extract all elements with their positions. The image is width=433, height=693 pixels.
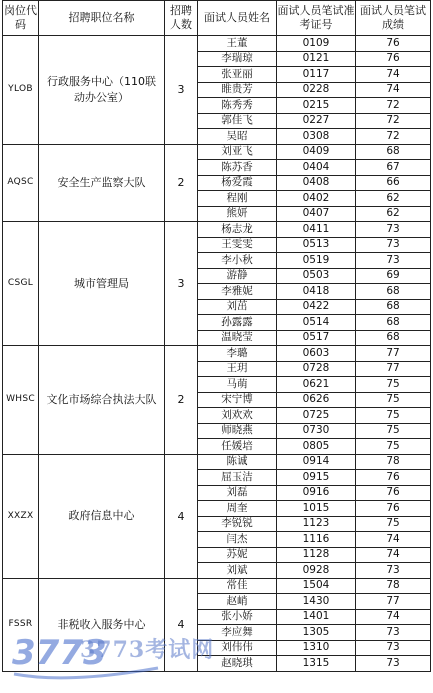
exam-score: 76 [356,36,431,52]
exam-score: 68 [356,315,431,331]
candidate-name: 王董 [198,36,277,52]
candidate-name: 张小娇 [198,609,277,625]
exam-score: 75 [356,408,431,424]
exam-number: 0513 [277,237,356,253]
exam-score: 77 [356,594,431,610]
position-code: CSGL [3,222,39,346]
position-name: 文化市场综合执法大队 [39,346,165,455]
candidate-name: 陈诚 [198,454,277,470]
exam-number: 0517 [277,330,356,346]
hire-count: 4 [165,454,198,578]
exam-score: 77 [356,361,431,377]
exam-score: 75 [356,377,431,393]
watermark-text: 3773考试网 [80,637,215,663]
exam-number: 1430 [277,594,356,610]
candidate-name: 李小秋 [198,253,277,269]
candidate-name: 张亚丽 [198,67,277,83]
hire-count: 4 [165,578,198,671]
candidate-name: 屈玉洁 [198,470,277,486]
exam-number: 0916 [277,485,356,501]
header-row [3,1,431,36]
candidate-name: 杨志龙 [198,222,277,238]
exam-number: 0914 [277,454,356,470]
exam-number: 1015 [277,501,356,517]
exam-number: 0519 [277,253,356,269]
candidate-name: 刘伟伟 [198,640,277,656]
exam-score: 72 [356,129,431,145]
candidate-name: 周奎 [198,501,277,517]
exam-score: 76 [356,501,431,517]
exam-score: 76 [356,485,431,501]
exam-number: 0725 [277,408,356,424]
exam-number: 0915 [277,470,356,486]
exam-number: 0227 [277,113,356,129]
header-unit: 招聘职位名称 [39,1,165,36]
exam-score: 74 [356,532,431,548]
exam-score: 76 [356,51,431,67]
exam-number: 0422 [277,299,356,315]
table-row [3,36,431,52]
candidate-name: 程刚 [198,191,277,207]
exam-score: 74 [356,547,431,563]
candidate-name: 李锐锐 [198,516,277,532]
exam-number: 0407 [277,206,356,222]
exam-number: 0402 [277,191,356,207]
position-code: FSSR [3,578,39,671]
candidate-name: 刘欢欢 [198,408,277,424]
table-row [3,222,431,238]
exam-number: 0121 [277,51,356,67]
exam-number: 0411 [277,222,356,238]
exam-score: 75 [356,439,431,455]
table-row [3,578,431,594]
exam-number: 0418 [277,284,356,300]
table-body [3,36,431,672]
exam-score: 76 [356,470,431,486]
candidate-name: 李璐 [198,346,277,362]
header-name: 面试人员姓名 [198,1,277,36]
exam-number: 0805 [277,439,356,455]
position-name: 非税收入服务中心 [39,578,165,671]
exam-score: 75 [356,423,431,439]
exam-number: 0514 [277,315,356,331]
position-code: AQSC [3,144,39,222]
candidate-name: 任媛培 [198,439,277,455]
exam-score: 77 [356,346,431,362]
exam-score: 74 [356,67,431,83]
exam-score: 62 [356,191,431,207]
exam-score: 73 [356,656,431,672]
hire-count: 3 [165,36,198,145]
svg-text:3773: 3773 [12,633,107,673]
exam-score: 68 [356,144,431,160]
candidate-name: 闫杰 [198,532,277,548]
exam-score: 73 [356,625,431,641]
exam-number: 0308 [277,129,356,145]
position-code: YLOB [3,36,39,145]
exam-score: 78 [356,454,431,470]
position-name: 城市管理局 [39,222,165,346]
candidate-name: 温晓莹 [198,330,277,346]
candidate-name: 常佳 [198,578,277,594]
interview-list-table [2,0,431,672]
exam-score: 69 [356,268,431,284]
exam-number: 0603 [277,346,356,362]
exam-number: 0228 [277,82,356,98]
exam-score: 68 [356,299,431,315]
hire-count: 3 [165,222,198,346]
exam-number: 0730 [277,423,356,439]
position-code: WHSC [3,346,39,455]
exam-number: 0404 [277,160,356,176]
position-name: 行政服务中心（110联动办公室） [39,36,165,145]
exam-number: 1305 [277,625,356,641]
exam-number: 1123 [277,516,356,532]
exam-number: 0626 [277,392,356,408]
header-code: 岗位代码 [3,1,39,36]
candidate-name: 师晓燕 [198,423,277,439]
exam-score: 73 [356,253,431,269]
table-row [3,346,431,362]
candidate-name: 赵晓琪 [198,656,277,672]
candidate-name: 刘茁 [198,299,277,315]
hire-count: 2 [165,144,198,222]
exam-score: 74 [356,609,431,625]
candidate-name: 李瑞琼 [198,51,277,67]
candidate-name: 杨爱霞 [198,175,277,191]
exam-number: 0621 [277,377,356,393]
candidate-name: 李应舞 [198,625,277,641]
candidate-name: 马萌 [198,377,277,393]
exam-score: 73 [356,237,431,253]
exam-number: 1504 [277,578,356,594]
candidate-name: 刘亚飞 [198,144,277,160]
position-name: 政府信息中心 [39,454,165,578]
candidate-name: 刘斌 [198,563,277,579]
exam-number: 1315 [277,656,356,672]
exam-score: 62 [356,206,431,222]
candidate-name: 睢贵芳 [198,82,277,98]
position-name: 安全生产监察大队 [39,144,165,222]
exam-number: 0928 [277,563,356,579]
header-count: 招聘人数 [165,1,198,36]
candidate-name: 赵峭 [198,594,277,610]
table-row [3,144,431,160]
candidate-name: 李雅妮 [198,284,277,300]
position-code: XXZX [3,454,39,578]
exam-number: 1310 [277,640,356,656]
exam-score: 75 [356,392,431,408]
candidate-name: 王玥 [198,361,277,377]
exam-score: 78 [356,578,431,594]
candidate-name: 宋宁博 [198,392,277,408]
candidate-name: 刘磊 [198,485,277,501]
candidate-name: 游静 [198,268,277,284]
exam-number: 0117 [277,67,356,83]
exam-score: 75 [356,516,431,532]
candidate-name: 陈秀秀 [198,98,277,114]
exam-score: 68 [356,284,431,300]
header-score: 面试人员笔试成绩 [356,1,431,36]
exam-number: 1401 [277,609,356,625]
exam-score: 67 [356,160,431,176]
exam-score: 73 [356,222,431,238]
candidate-name: 陈苏香 [198,160,277,176]
exam-score: 73 [356,640,431,656]
candidate-name: 吴昭 [198,129,277,145]
exam-number: 0409 [277,144,356,160]
header-exam-no: 面试人员笔试准考证号 [277,1,356,36]
candidate-name: 熊妍 [198,206,277,222]
candidate-name: 王雯雯 [198,237,277,253]
exam-number: 1128 [277,547,356,563]
exam-score: 66 [356,175,431,191]
exam-number: 0215 [277,98,356,114]
exam-number: 1116 [277,532,356,548]
exam-score: 72 [356,113,431,129]
exam-number: 0503 [277,268,356,284]
exam-number: 0728 [277,361,356,377]
exam-number: 0109 [277,36,356,52]
hire-count: 2 [165,346,198,455]
exam-score: 72 [356,98,431,114]
exam-number: 0408 [277,175,356,191]
table-row [3,454,431,470]
candidate-name: 郭佳飞 [198,113,277,129]
candidate-name: 孙露露 [198,315,277,331]
candidate-name: 苏妮 [198,547,277,563]
exam-score: 74 [356,82,431,98]
exam-score: 68 [356,330,431,346]
exam-score: 73 [356,563,431,579]
